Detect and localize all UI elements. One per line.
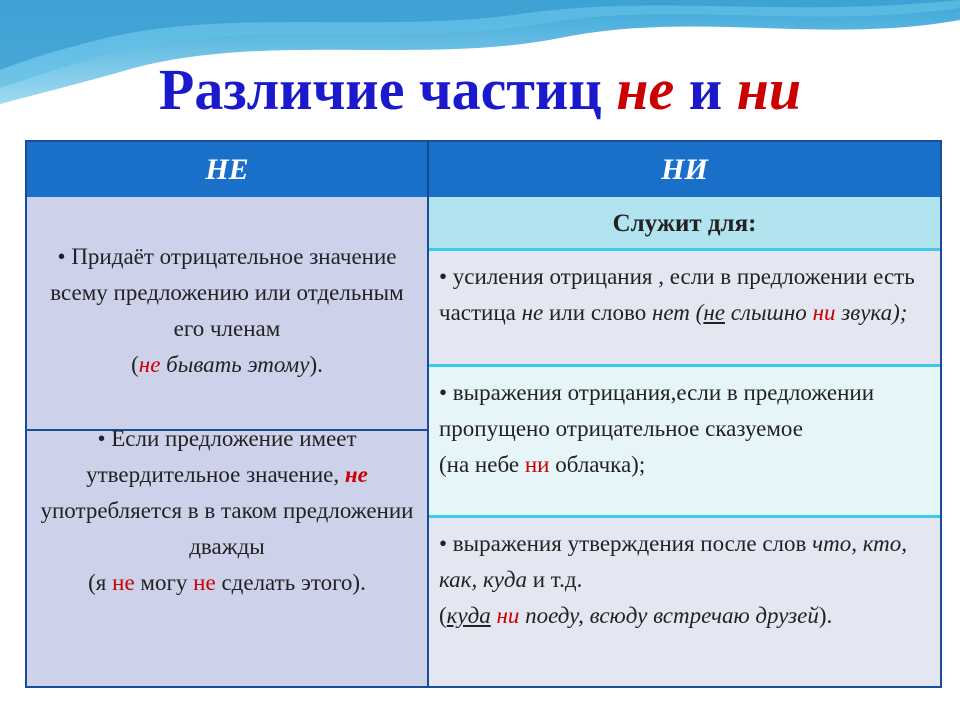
word-ne: не <box>521 300 544 325</box>
ni-serves-for-heading: Служит для: <box>429 197 940 251</box>
example-particle-ni: ни <box>524 452 550 477</box>
page-title: Различие частиц не и ни <box>158 57 802 122</box>
example-particle-ni: ни <box>812 300 836 325</box>
ni-rule-2: • выражения отрицания,если в предложении пропущено отрицательное сказуемое (на небе ни облачка); <box>429 367 940 518</box>
ne-rule-1: • Придаёт отрицательное значение всему предложению или отдельным его членам (не бывать этому). <box>50 244 404 377</box>
title-particle-ni: ни <box>736 57 802 122</box>
example-particle-ne: не <box>112 570 135 595</box>
ni-column <box>429 197 940 686</box>
rule-particle-ne: не <box>344 462 368 487</box>
ni-rule-3: • выражения утверждения после слов что, кто, как, куда и т.д. (куда ни поеду, всюду встречаю друзей). <box>429 518 940 686</box>
word-net: нет <box>651 300 690 325</box>
example-word-kuda: куда <box>446 603 491 628</box>
example-particle-ne: не <box>703 300 725 325</box>
column-header-ne: НЕ <box>27 142 429 197</box>
comparison-table <box>25 140 942 688</box>
column-header-ni: НИ <box>429 142 940 197</box>
example-particle-ni: ни <box>496 603 520 628</box>
ne-column <box>27 197 429 686</box>
example-particle-ne: не <box>138 352 161 377</box>
title-particle-ne: не <box>616 57 675 122</box>
ni-rule-1: • усиления отрицания , если в предложении есть частица не или слово нет (не слышно ни звука); <box>429 251 940 367</box>
pronoun-list: что, кто, как, куда <box>439 531 908 592</box>
example-particle-ne: не <box>193 570 216 595</box>
ne-rule-2: • Если предложение имеет утвердительное значение, не употребляется в в таком предложении дважды (я не могу не сделать этого). <box>40 426 414 595</box>
